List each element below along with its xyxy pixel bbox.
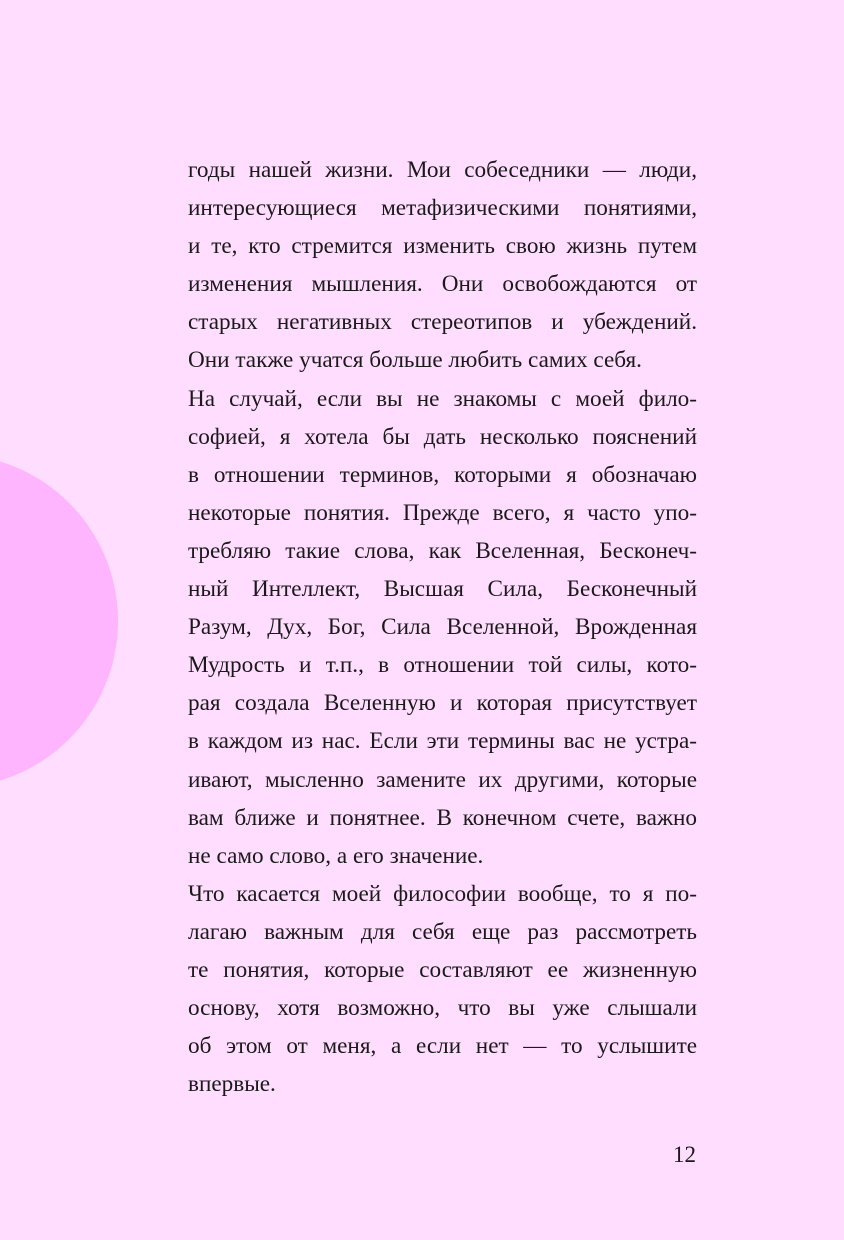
text-line: об этом от меня, а если нет — то услышите	[188, 1033, 697, 1060]
text-line: ный Интеллект, Высшая Сила, Бесконечный	[188, 576, 697, 603]
text-line: ивают, мысленно замените их другими, которые	[188, 766, 697, 793]
page-number: 12	[673, 1142, 696, 1167]
text-line: Они также учатся больше любить самих себя.	[188, 347, 642, 374]
text-line: изменения мышления. Они освобождаются от	[188, 271, 697, 298]
text-line: те понятия, которые составляют ее жизненную	[188, 956, 697, 983]
decorative-circle	[0, 454, 118, 788]
text-line: Что касается моей философии вообще, то я по-	[188, 880, 697, 907]
text-line: Мудрость и т.п., в отношении той силы, кото-	[188, 652, 697, 679]
text-line: некоторые понятия. Прежде всего, я часто упо-	[188, 499, 697, 526]
text-line: и те, кто стремится изменить свою жизнь путем	[188, 233, 697, 260]
text-line: рая создала Вселенную и которая присутствует	[188, 690, 697, 717]
body-text	[188, 151, 697, 1103]
text-line: вам ближе и понятнее. В конечном счете, важно	[188, 804, 697, 831]
text-line: в отношении терминов, которыми я обозначаю	[188, 461, 697, 488]
text-line: в каждом из нас. Если эти термины вас не устра-	[188, 728, 697, 755]
text-line: требляю такие слова, как Вселенная, Бесконеч-	[188, 537, 697, 564]
text-line: интересующиеся метафизическими понятиями,	[188, 195, 697, 222]
text-line: не само слово, а его значение.	[188, 842, 484, 869]
text-line: лагаю важным для себя еще раз рассмотреть	[188, 918, 697, 945]
text-line: На случай, если вы не знакомы с моей фило-	[188, 385, 697, 412]
text-line: основу, хотя возможно, что вы уже слышали	[188, 995, 697, 1022]
text-line: старых негативных стереотипов и убеждений.	[188, 309, 697, 336]
text-line: софией, я хотела бы дать несколько пояснений	[188, 423, 697, 450]
text-line: годы нашей жизни. Мои собеседники — люди,	[188, 157, 697, 183]
text-line: впервые.	[188, 1071, 276, 1098]
text-line: Разум, Дух, Бог, Сила Вселенной, Врожденная	[188, 614, 697, 641]
